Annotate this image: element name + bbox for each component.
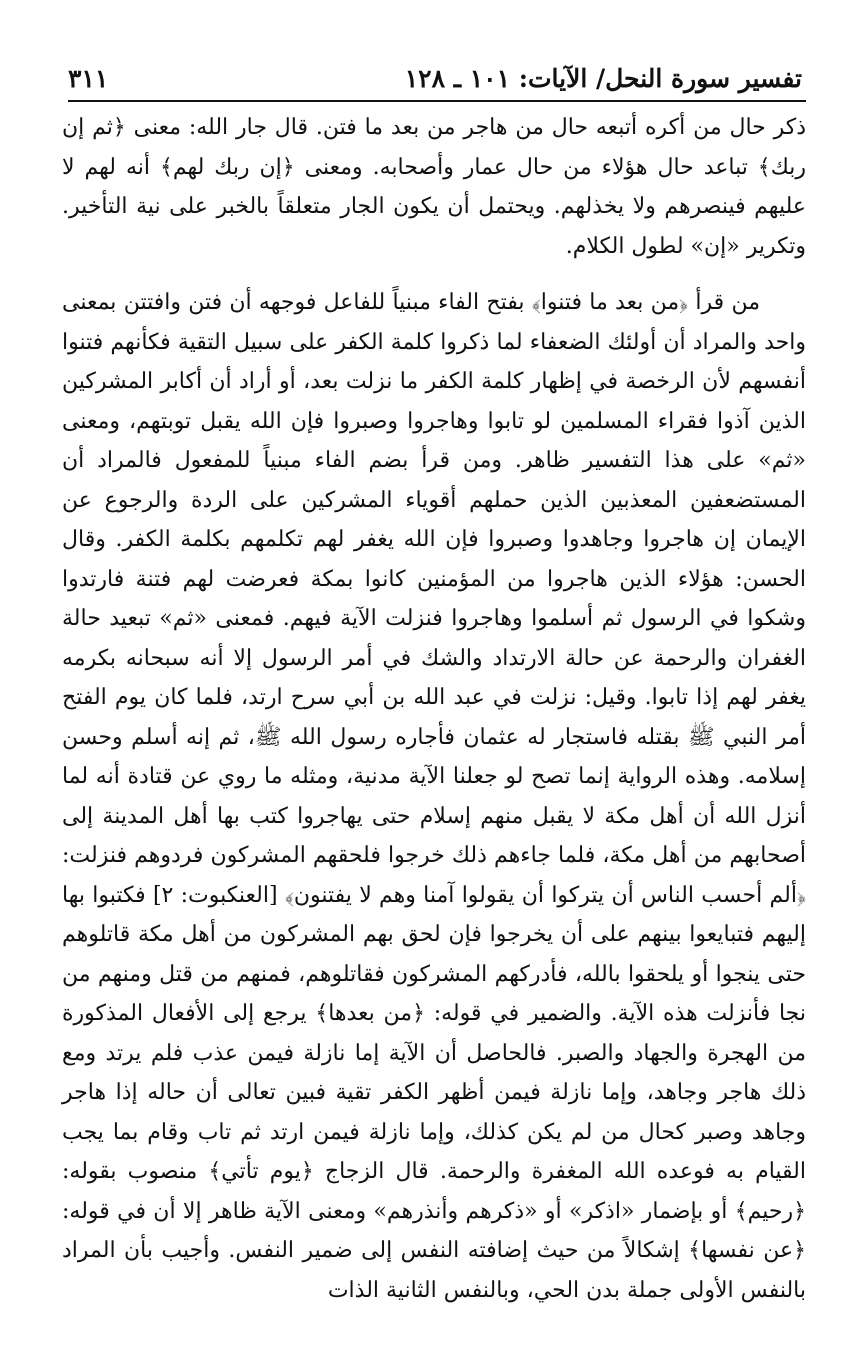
page-number: ٣١١ — [68, 63, 109, 93]
running-header — [68, 58, 802, 98]
paragraph-2: من قرأ ﴿من بعد ما فتنوا﴾ بفتح الفاء مبنياً للفاعل فوجهه أن فتن وافتتن بمعنى واحد والمراد أن أولئك الضعفاء لما ذكروا كلمة الكفر على سبيل التقية فكأنهم فتنوا أنفسهم لأن الرخصة في إظهار كلمة الكفر ما نزلت بعد، أو أراد أن أكابر المشركين الذين آذوا فقراء المسلمين لو تابوا وهاجروا وصبروا فإن الله يقبل توبتهم، ومعنى «ثم» على هذا التفسير ظاهر. ومن قرأ بضم الفاء مبنياً للمفعول فالمراد أن المستضعفين المعذبين الذين حملهم أقوياء المشركين على الردة والرجوع عن الإيمان إن هاجروا وجاهدوا وصبروا فإن الله يغفر لهم تكلمهم بكلمة الكفر. وقال الحسن: هؤلاء الذين هاجروا من المؤمنين كانوا بمكة فعرضت لهم فتنة فارتدوا وشكوا في الرسول ثم أسلموا وهاجروا فنزلت الآية فيهم. فمعنى «ثم» تبعيد حالة الغفران والرحمة عن حالة الارتداد والشك في أمر الرسول إلا أنه سبحانه بكرمه يغفر لهم إذا تابوا. وقيل: نزلت في عبد الله بن أبي سرح ارتد، فلما كان يوم الفتح أمر النبي ﷺ بقتله فاستجار له عثمان فأجاره رسول الله ﷺ، ثم إنه أسلم وحسن إسلامه. وهذه الرواية إنما تصح لو جعلنا الآية مدنية، ومثله ما روي عن قتادة أنه لما أنزل الله أن أهل مكة لا يقبل منهم إسلام حتى يهاجروا كتب بها أهل المدينة إلى أصحابهم من أهل مكة، فلما جاءهم ذلك خرجوا فلحقهم المشركون فردوهم فنزلت: ﴿ألم أحسب الناس أن يتركوا أن يقولوا آمنا وهم لا يفتنون﴾ [العنكبوت: ٢] فكتبوا بها إليهم فتبايعوا بينهم على أن يخرجوا فإن لحق بهم المشركون من أهل مكة قاتلوهم حتى ينجوا أو يلحقوا بالله، فأدركهم المشركون فقاتلوهم، فمنهم من قتل ومنهم من نجا فأنزلت هذه الآية. والضمير في قوله: ﴿من بعدها﴾ يرجع إلى الأفعال المذكورة من الهجرة والجهاد والصبر. فالحاصل أن الآية إما نازلة فيمن عذب فلم يرتد ومع ذلك هاجر وجاهد، وإما نازلة فيمن أظهر الكفر تقية فبين تعالى أن حاله إذا هاجر وجاهد وصبر كحال من لم يكن كذلك، وإما نازلة فيمن ارتد ثم تاب وقام بما يجب القيام به فوعده الله المغفرة والرحمة. قال الزجاج ﴿يوم تأتي﴾ منصوب بقوله: ﴿رحيم﴾ أو بإضمار «اذكر» أو «ذكرهم وأنذرهم» ومعنى الآية ظاهر إلا أن في قوله: ﴿عن نفسها﴾ إشكالاً من حيث إضافته النفس إلى ضمير النفس. وأجيب بأن المراد بالنفس الأولى جملة بدن الحي، وبالنفس الثانية الذات — [62, 290, 806, 1303]
paragraph-1: ذكر حال من أكره أتبعه حال من هاجر من بعد ما فتن. قال جار الله: معنى ﴿ثم إن ربك﴾ تباعد حال هؤلاء من حال عمار وأصحابه. ومعنى ﴿إن ربك لهم﴾ أنه لهم لا عليهم فينصرهم ولا يخذلهم. ويحتمل أن يكون الجار متعلقاً بالخبر على نية التأخير. وتكرير «إن» لطول الكلام. — [62, 115, 807, 259]
header-divider — [68, 100, 806, 102]
running-title: تفسير سورة النحل/ الآيات: ١٠١ ـ ١٢٨ — [404, 63, 802, 93]
page-body — [62, 108, 806, 1310]
